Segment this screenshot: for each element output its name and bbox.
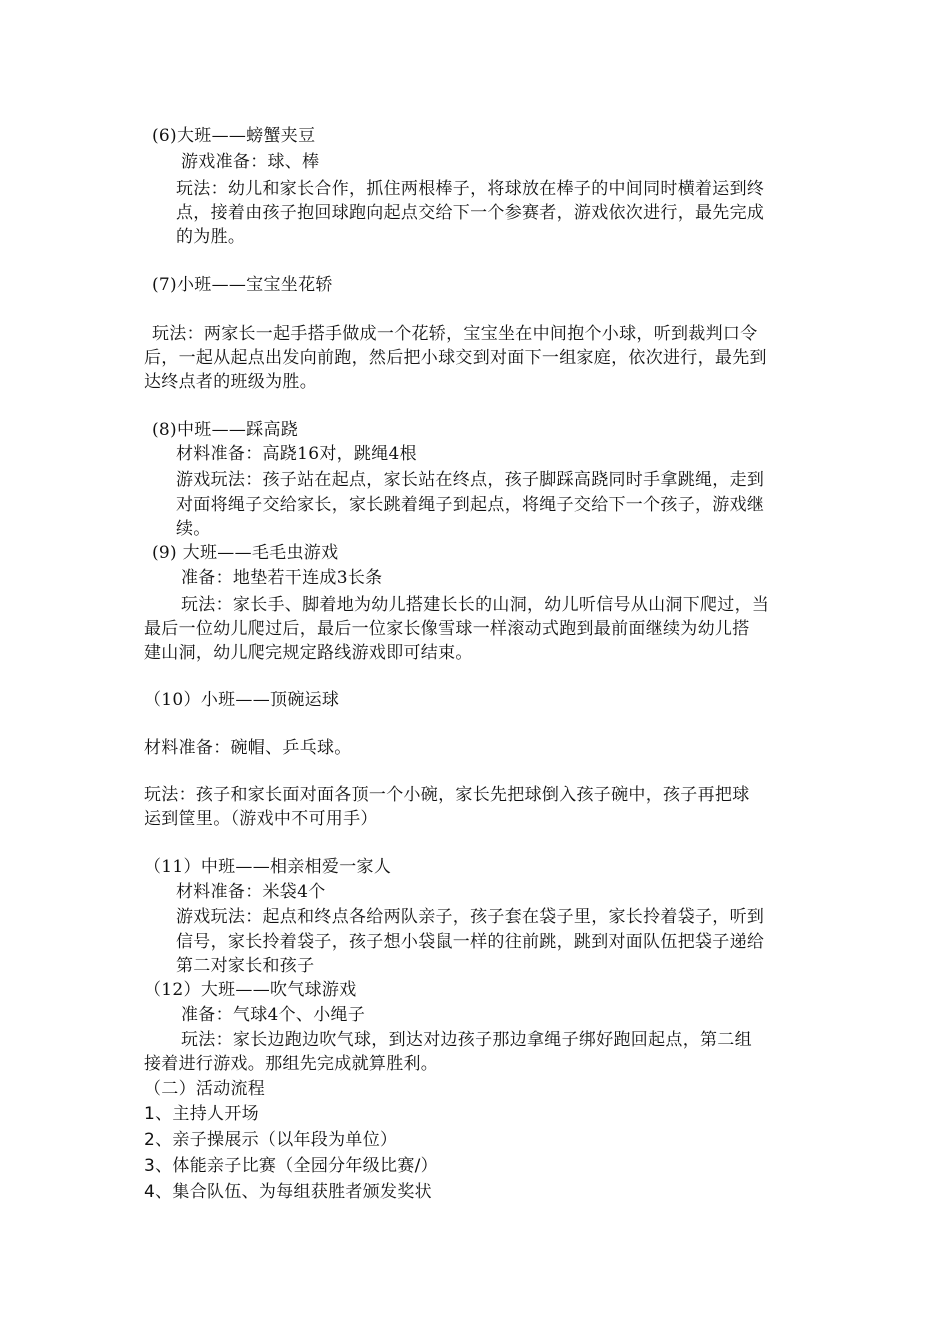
game8-prep: 材料准备：高跷16对，跳绳4根 xyxy=(176,444,417,464)
game12-rule-line: 接着进行游戏。那组先完成就算胜利。 xyxy=(144,1054,439,1074)
game12-rule-line: 玩法：家长边跑边吹气球，到达对边孩子那边拿绳子绑好跑回起点，第二组 xyxy=(181,1030,752,1050)
game7-title: (7)小班——宝宝坐花轿 xyxy=(152,275,333,295)
game7-rule-line: 后，一起从起点出发向前跑，然后把小球交到对面下一组家庭，依次进行，最先到 xyxy=(144,348,767,368)
game11-rule-line: 信号，家长拎着袋子，孩子想小袋鼠一样的往前跳，跳到对面队伍把袋子递给 xyxy=(176,932,765,952)
game8-rule-line: 对面将绳子交给家长，家长跳着绳子到起点，将绳子交给下一个孩子，游戏继 xyxy=(176,495,765,515)
game10-rule-line: 运到筐里。（游戏中不可用手） xyxy=(144,809,378,829)
game12-prep: 准备：气球4个、小绳子 xyxy=(181,1005,366,1025)
game8-title: (8)中班——踩高跷 xyxy=(152,420,299,440)
game8-rule-line: 续。 xyxy=(176,519,211,539)
game11-rule-line: 第二对家长和孩子 xyxy=(176,956,315,976)
game12-title: （12）大班——吹气球游戏 xyxy=(144,980,357,1000)
game9-rule-line: 建山洞，幼儿爬完规定路线游戏即可结束。 xyxy=(144,643,473,663)
game9-prep: 准备：地垫若干连成3长条 xyxy=(181,568,383,588)
game6-rule-line: 的为胜。 xyxy=(176,227,246,247)
flow-step: 1、主持人开场 xyxy=(144,1104,259,1124)
game11-rule-line: 游戏玩法：起点和终点各给两队亲子，孩子套在袋子里，家长拎着袋子，听到 xyxy=(176,907,765,927)
game6-title: (6)大班——螃蟹夹豆 xyxy=(152,126,316,146)
game9-title: (9) 大班——毛毛虫游戏 xyxy=(152,543,339,563)
flow-heading: （二）活动流程 xyxy=(144,1079,266,1099)
flow-step: 2、亲子操展示（以年段为单位） xyxy=(144,1130,398,1150)
game10-prep: 材料准备：碗帽、乒乓球。 xyxy=(144,738,352,758)
game7-rule-line: 达终点者的班级为胜。 xyxy=(144,372,317,392)
flow-step: 3、体能亲子比赛（全园分年级比赛/） xyxy=(144,1156,438,1176)
game6-prep: 游戏准备：球、棒 xyxy=(181,152,320,172)
game6-rule-line: 玩法：幼儿和家长合作，抓住两根棒子，将球放在棒子的中间同时横着运到终 xyxy=(176,179,765,199)
game10-title: （10）小班——顶碗运球 xyxy=(144,690,340,710)
game9-rule-line: 最后一位幼儿爬过后，最后一位家长像雪球一样滚动式跑到最前面继续为幼儿搭 xyxy=(144,619,750,639)
game7-rule-line: 玩法：两家长一起手搭手做成一个花轿，宝宝坐在中间抱个小球，听到裁判口令 xyxy=(152,324,758,344)
game11-title: （11）中班——相亲相爱一家人 xyxy=(144,857,392,877)
flow-step: 4、集合队伍、为每组获胜者颁发奖状 xyxy=(144,1182,432,1202)
game8-rule-line: 游戏玩法：孩子站在起点，家长站在终点，孩子脚踩高跷同时手拿跳绳，走到 xyxy=(176,470,765,490)
game10-rule-line: 玩法：孩子和家长面对面各顶一个小碗，家长先把球倒入孩子碗中，孩子再把球 xyxy=(144,785,750,805)
game11-prep: 材料准备：米袋4个 xyxy=(176,882,326,902)
game6-rule-line: 点，接着由孩子抱回球跑向起点交给下一个参赛者，游戏依次进行，最先完成 xyxy=(176,203,765,223)
game9-rule-line: 玩法：家长手、脚着地为幼儿搭建长长的山洞，幼儿听信号从山洞下爬过，当 xyxy=(181,595,770,615)
